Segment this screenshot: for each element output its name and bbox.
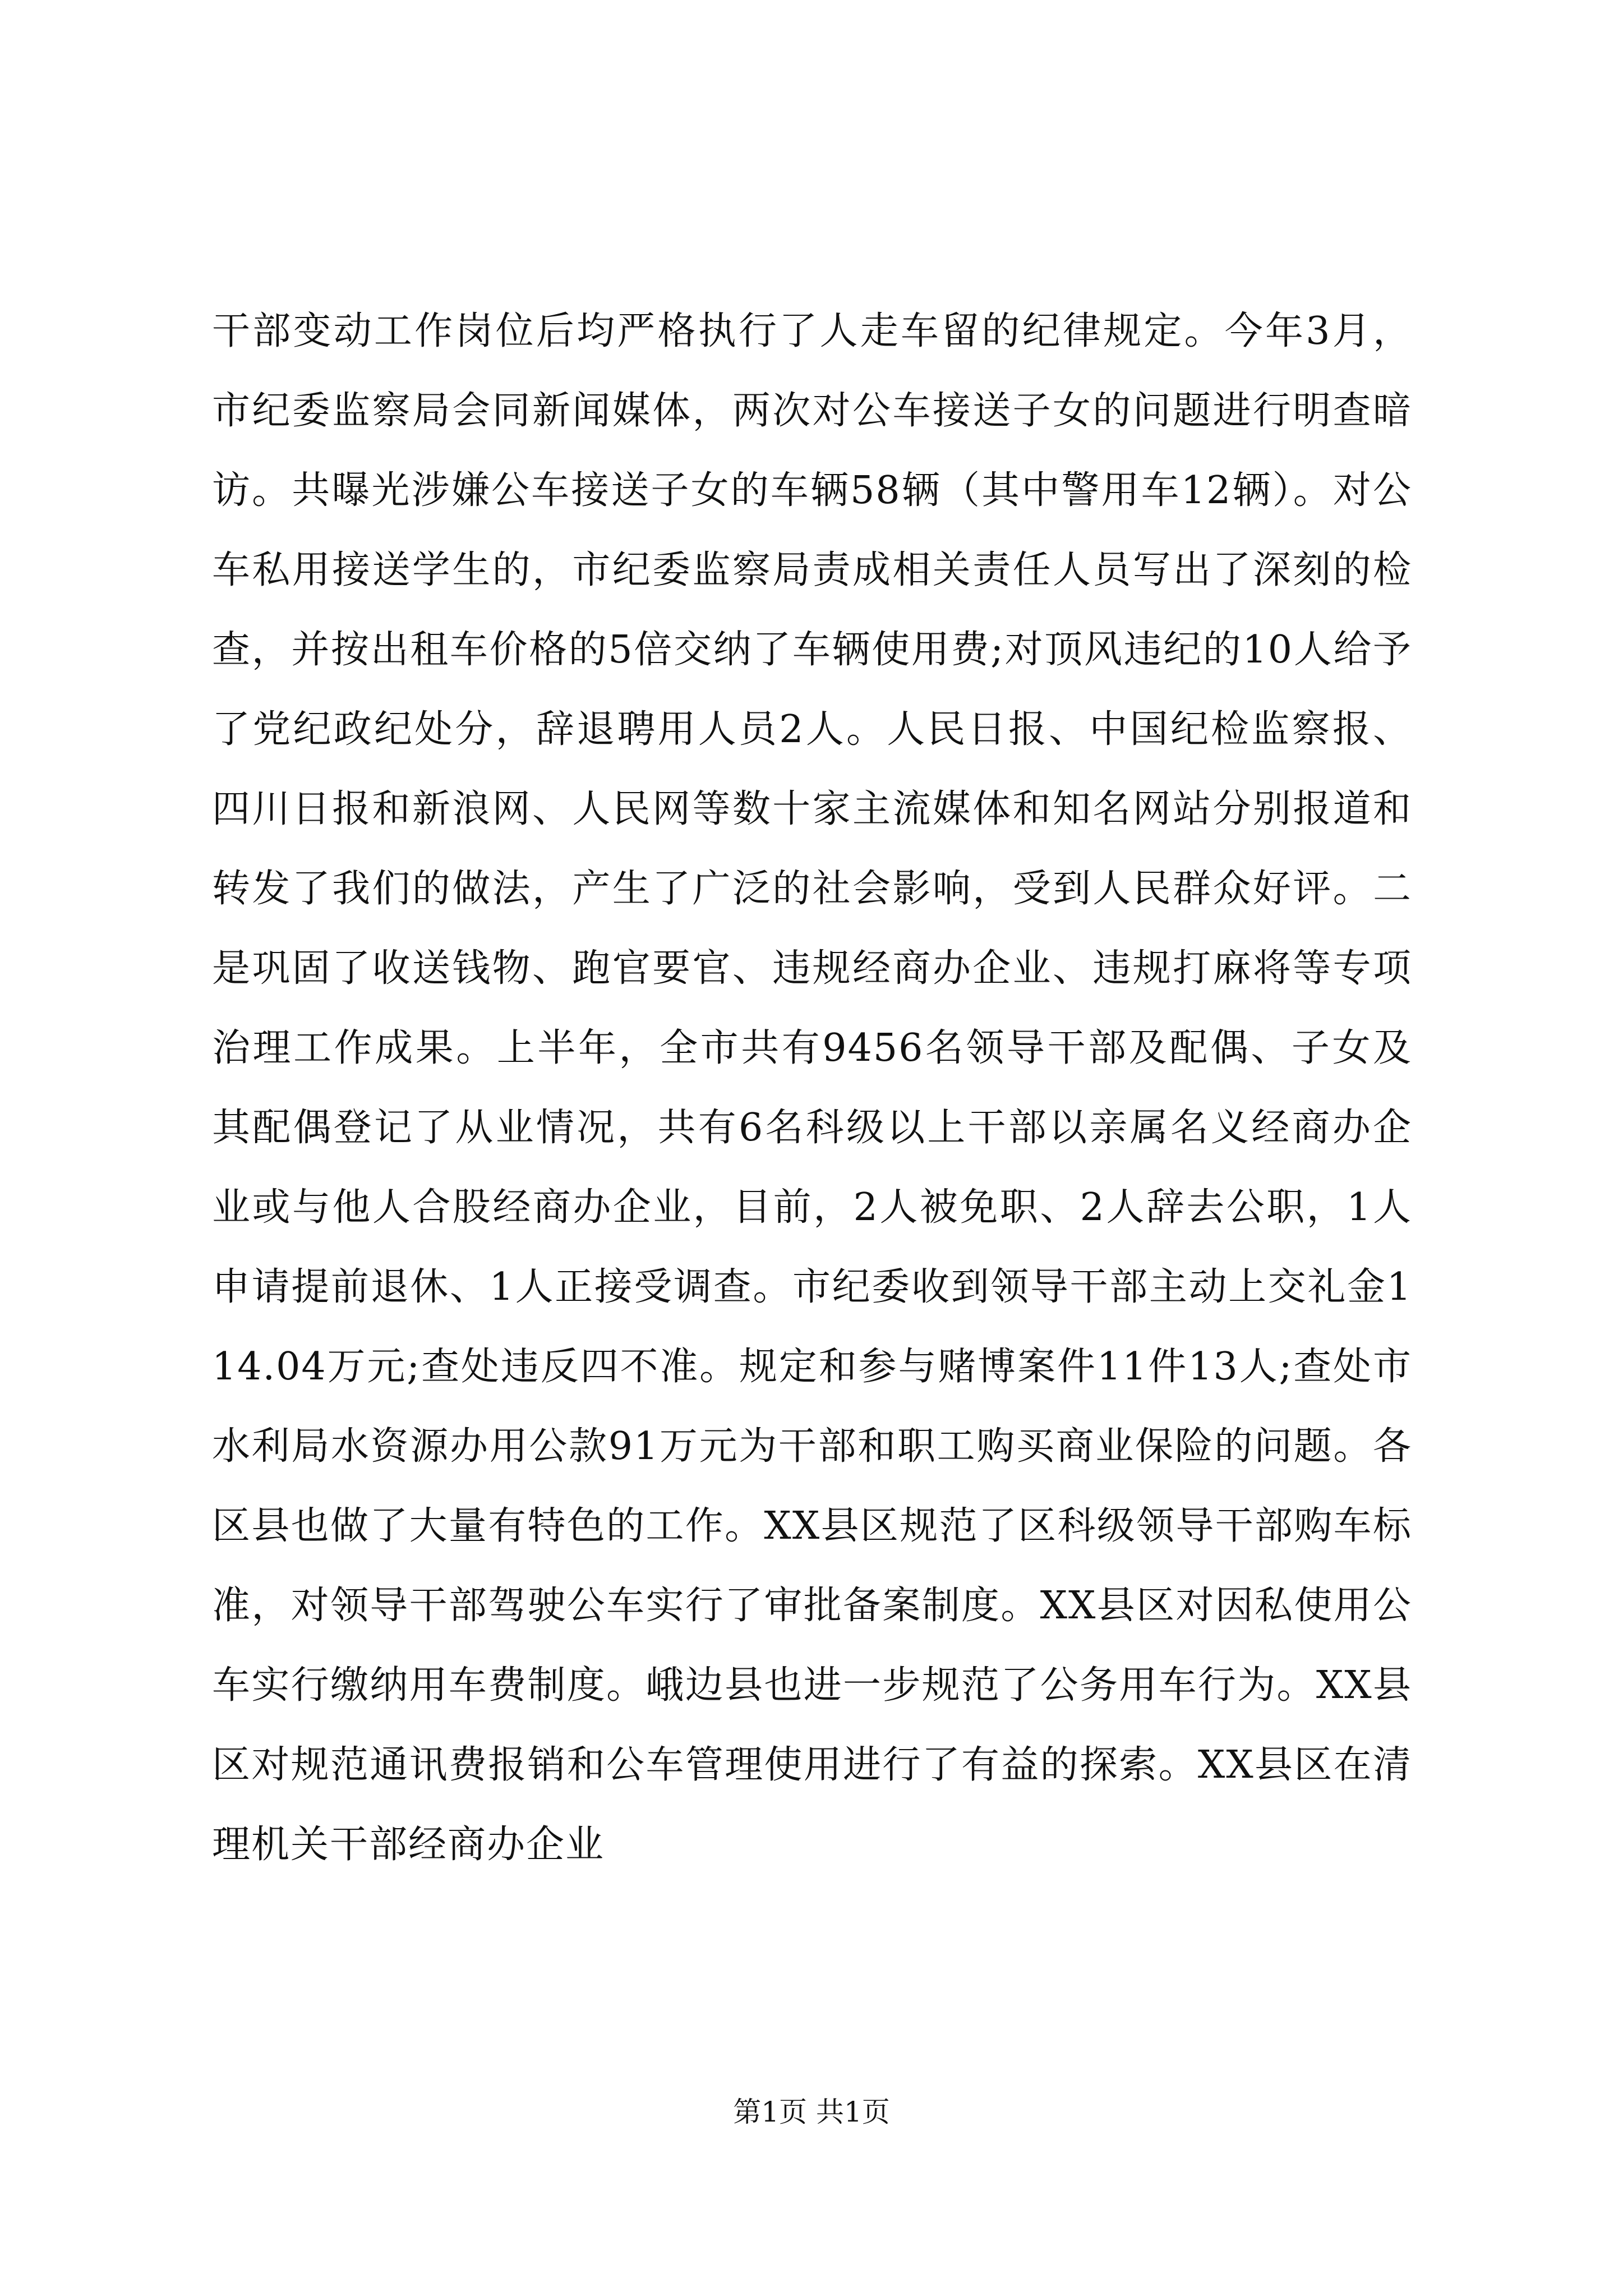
body-paragraph: 干部变动工作岗位后均严格执行了人走车留的纪律规定。今年3月，市纪委监察局会同新闻媒体，两次对公车接送子女的问题进行明查暗访。共曝光涉嫌公车接送子女的车辆58辆（其中警用车12辆）。对公车私用接送学生的，市纪委监察局责成相关责任人员写出了深刻的检查，并按出租车价格的5倍交纳了车辆使用费;对顶风违纪的10人给予了党纪政纪处分，辞退聘用人员2人。人民日报、中国纪检监察报、四川日报和新浪网、人民网等数十家主流媒体和知名网站分别报道和转发了我们的做法，产生了广泛的社会影响，受到人民群众好评。二是巩固了收送钱物、跑官要官、违规经商办企业、违规打麻将等专项治理工作成果。上半年，全市共有9456名领导干部及配偶、子女及其配偶登记了从业情况，共有6名科级以上干部以亲属名义经商办企业或与他人合股经商办企业，目前，2人被免职、2人辞去公职，1人申请提前退休、1人正接受调查。市纪委收到领导干部主动上交礼金114.04万元;查处违反四不准。规定和参与赌博案件11件13人;查处市水利局水资源办用公款91万元为干部和职工购买商业保险的问题。各区县也做了大量有特色的工作。XX县区规范了区科级领导干部购车标准，对领导干部驾驶公车实行了审批备案制度。XX县区对因私使用公车实行缴纳用车费制度。峨边县也进一步规范了公务用车行为。XX县区对规范通讯费报销和公车管理使用进行了有益的探索。XX县区在清理机关干部经商办企业	[212, 309, 1412, 1867]
page-footer: 第1页 共1页	[733, 2096, 890, 2128]
